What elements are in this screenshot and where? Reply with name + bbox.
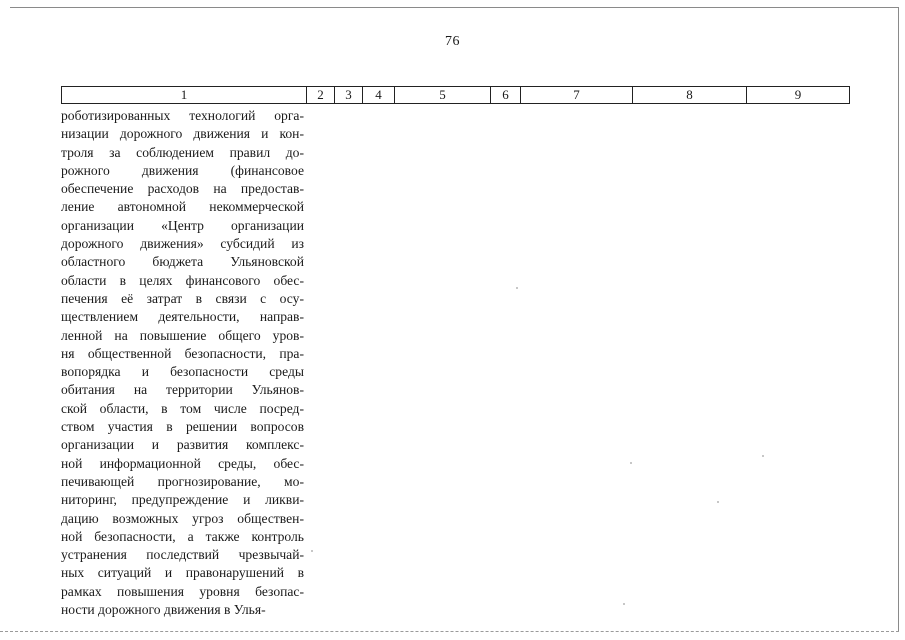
text-line: троля за соблюдением правил до-	[61, 144, 304, 160]
column-1-text	[61, 107, 304, 619]
column-number-cell: 3	[335, 87, 363, 104]
scan-speck	[623, 603, 625, 605]
text-line: областного бюджета Ульяновской	[61, 254, 304, 270]
column-number-cell: 7	[521, 87, 633, 104]
column-number-cell: 4	[363, 87, 395, 104]
text-line: ниторинг, предупреждение и ликви-	[61, 492, 304, 508]
scan-speck	[630, 462, 632, 464]
text-line: ной информационной среды, обес-	[61, 455, 304, 471]
column-number-cell: 2	[307, 87, 335, 104]
scan-speck	[516, 287, 518, 289]
column-number-row	[62, 87, 850, 104]
column-number-cell: 9	[747, 87, 850, 104]
scan-border-top	[10, 7, 899, 8]
text-line: обеспечение расходов на предостав-	[61, 181, 304, 197]
column-number-cell: 8	[633, 87, 747, 104]
column-header-table	[61, 86, 850, 104]
text-line: организации «Центр организации	[61, 217, 304, 233]
scan-speck	[717, 501, 719, 503]
text-line: ности дорожного движения в Улья-	[61, 602, 266, 618]
page-number: 76	[445, 34, 460, 49]
text-line: ством участия в решении вопросов	[61, 419, 304, 435]
text-line: рамках повышения уровня безопас-	[61, 583, 304, 599]
text-line: роботизированных технологий орга-	[61, 108, 304, 123]
text-line: устранения последствий чрезвычай-	[61, 547, 304, 563]
text-line: рожного движения (финансовое	[61, 162, 304, 178]
text-line: низации дорожного движения и кон-	[61, 126, 304, 142]
text-line: печивающей прогнозирование, мо-	[61, 473, 304, 489]
text-line: ществлением деятельности, направ-	[61, 309, 304, 325]
text-line: дацию возможных угроз обществен-	[61, 510, 304, 526]
text-line: печения её затрат в связи с осу-	[61, 290, 304, 306]
text-line: ской области, в том числе посред-	[61, 400, 304, 416]
text-line: дорожного движения» субсидий из	[61, 236, 304, 252]
column-number-cell: 1	[62, 87, 307, 104]
scan-border-right	[898, 7, 899, 632]
scan-speck	[311, 550, 313, 552]
scan-speck	[762, 455, 764, 457]
column-number-cell: 5	[395, 87, 491, 104]
text-line: организации и развития комплекс-	[61, 437, 304, 453]
scan-border-bottom	[0, 631, 899, 632]
text-line: области в целях финансового обес-	[61, 272, 304, 288]
text-line: ление автономной некоммерческой	[61, 199, 304, 215]
column-number-cell: 6	[491, 87, 521, 104]
text-line: ленной на повышение общего уров-	[61, 327, 304, 343]
text-line: вопорядка и безопасности среды	[61, 364, 304, 380]
text-line: ня общественной безопасности, пра-	[61, 345, 304, 361]
text-line: обитания на территории Ульянов-	[61, 382, 304, 398]
text-line: ных ситуаций и правонарушений в	[61, 565, 304, 581]
text-line: ной безопасности, а также контроль	[61, 528, 304, 544]
